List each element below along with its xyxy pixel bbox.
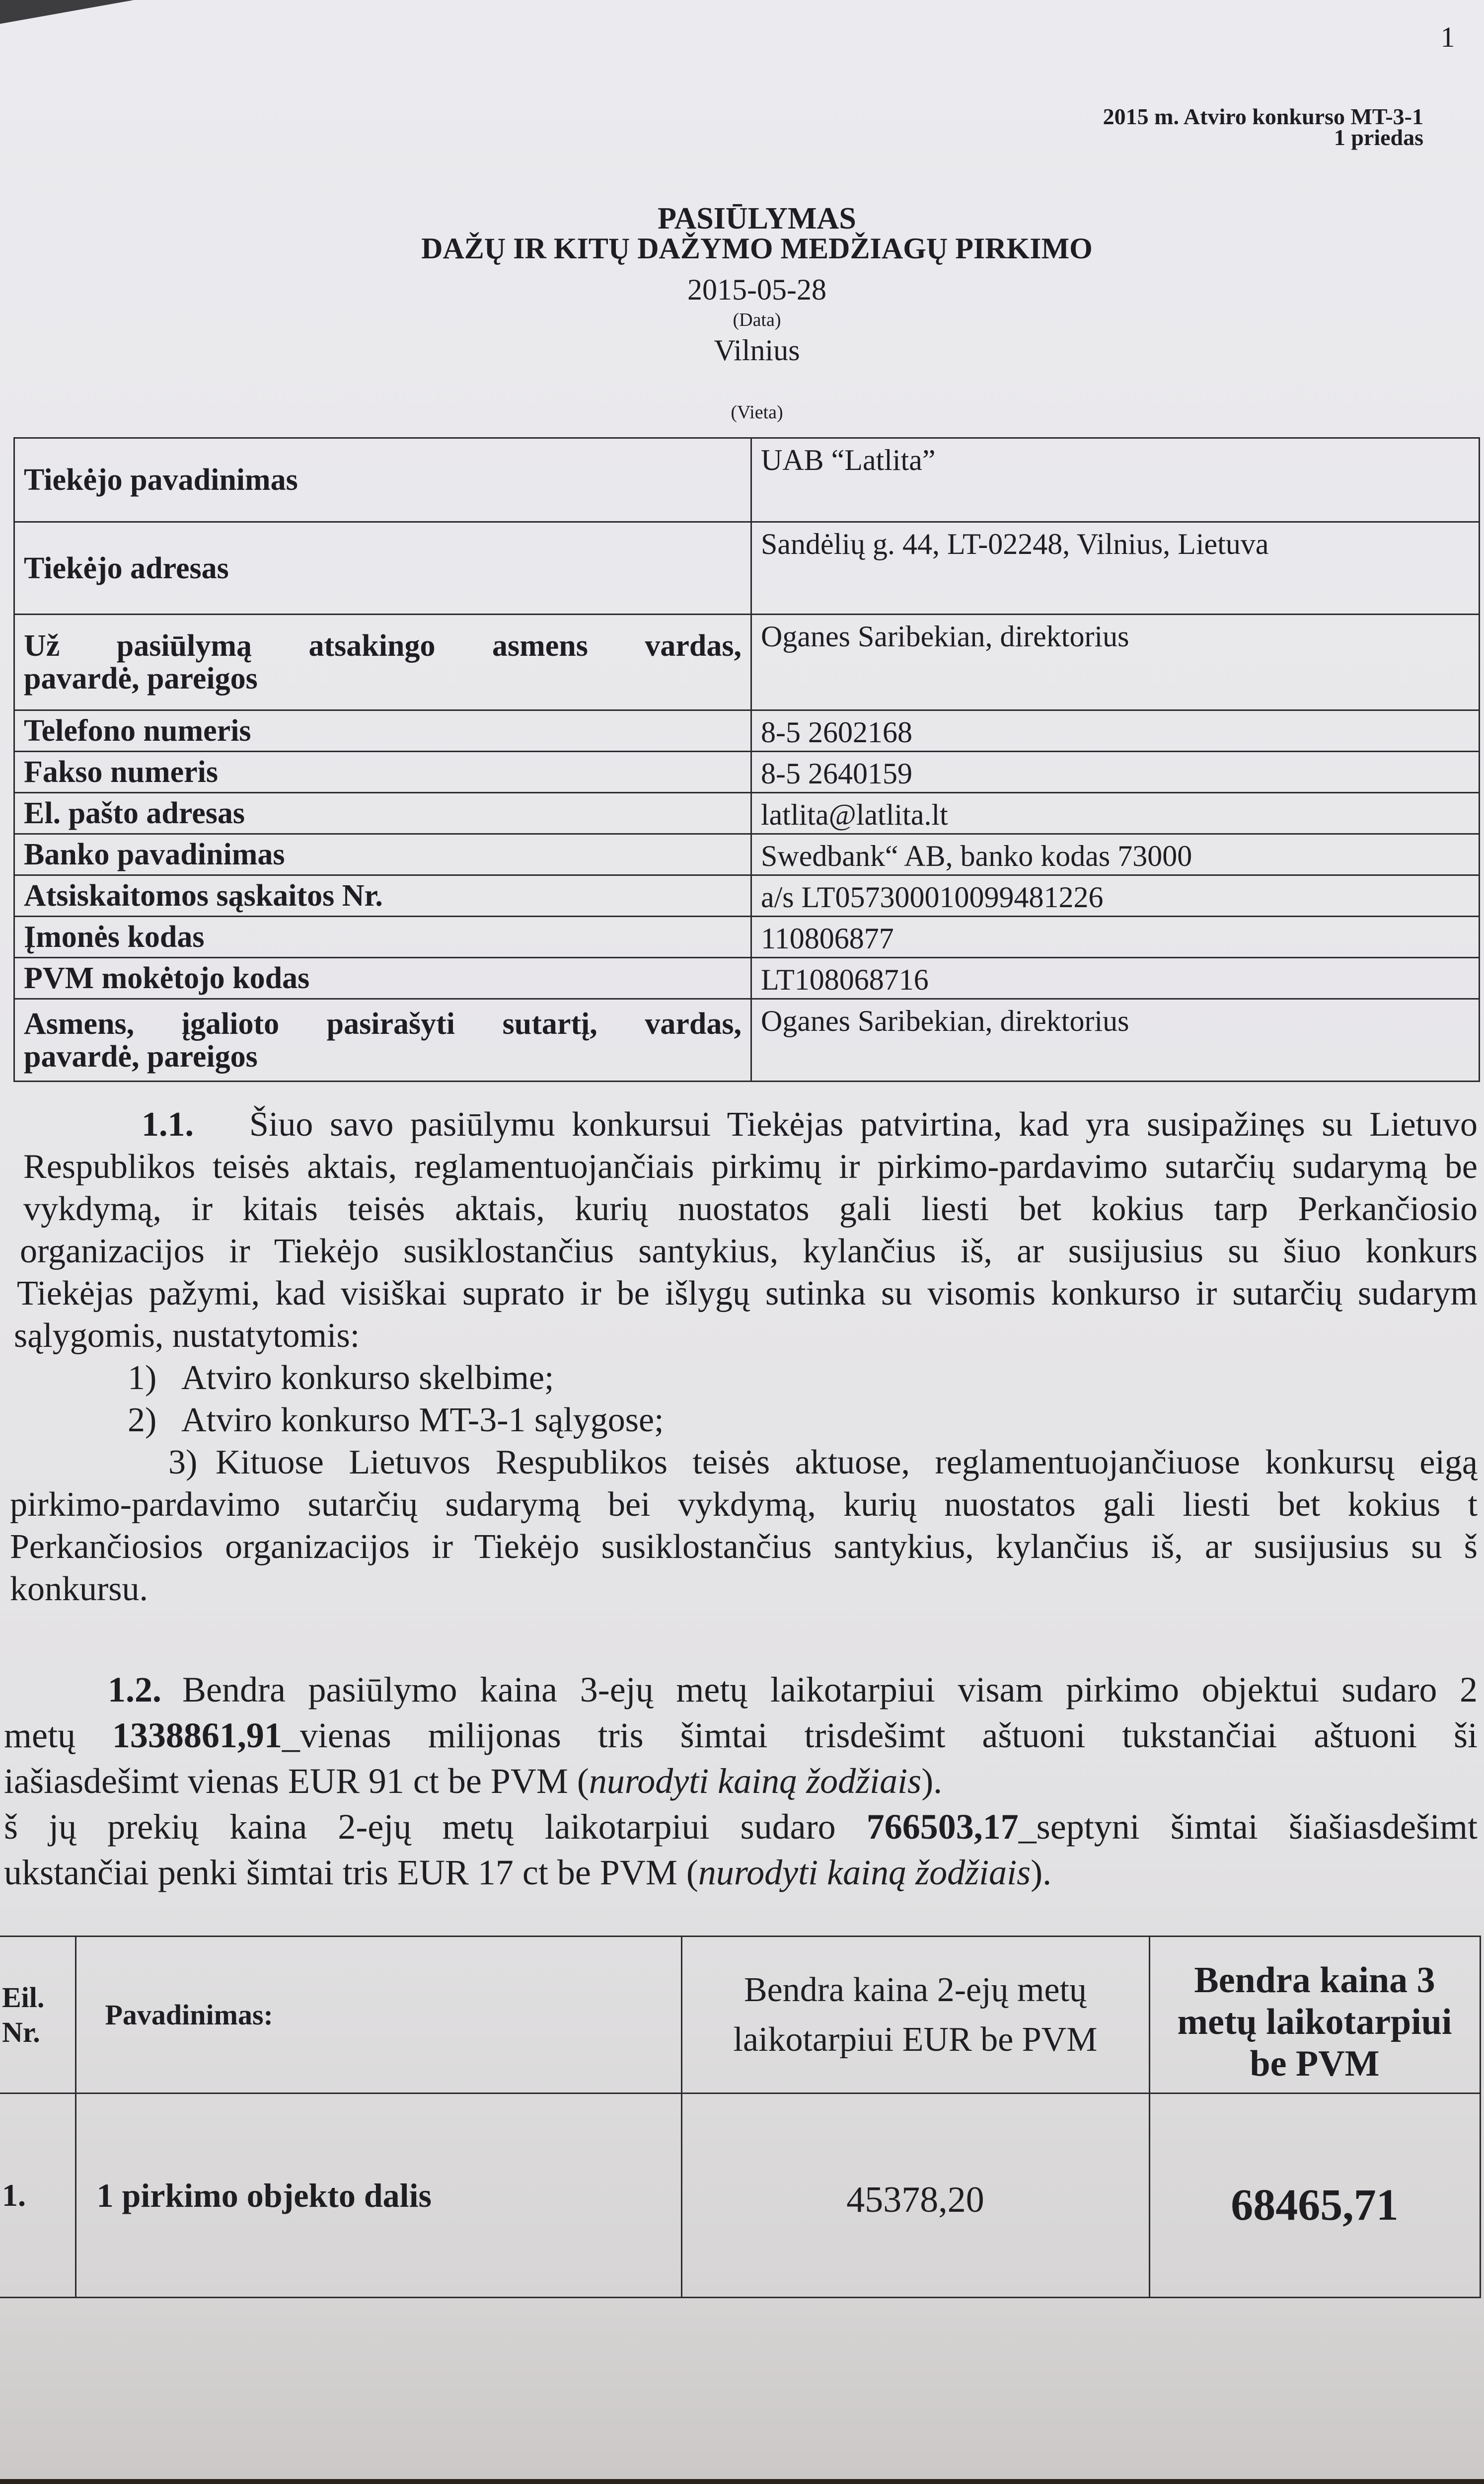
underlying-sheet-corner — [0, 0, 134, 24]
supplier-details-table — [13, 437, 1480, 1082]
table-row — [14, 438, 1480, 522]
clause-text: _vienas milijonas tris šimtai trisdešimt aštuoni tukstančiai aštuoni ši — [282, 1715, 1478, 1755]
clause-1-2 — [4, 1667, 1478, 1895]
total-price: 1338861,91 — [112, 1715, 282, 1755]
account-number-value: a/s LT057300010099481226 — [751, 875, 1480, 917]
phone-label: Telefono numeris — [14, 710, 751, 752]
responsible-person-value: Oganes Saribekian, direktorius — [751, 615, 1480, 710]
table-row — [14, 834, 1480, 875]
table-row — [14, 875, 1480, 917]
clause-text: ). — [1031, 1853, 1052, 1892]
table-row — [14, 615, 1480, 710]
header-line: metų laikotarpiui — [1177, 2002, 1452, 2042]
clause-line: Perkančiosios organizacijos ir Tiekėjo susiklostančius santykius, kylančius iš, ar susijusius su š — [10, 1528, 1478, 1566]
fax-label: Fakso numeris — [14, 752, 751, 793]
supplier-name-value: UAB “Latlita” — [751, 438, 1480, 522]
clause-text: metų — [4, 1715, 112, 1755]
header-line: Eil. — [2, 1981, 45, 2014]
clause-line — [4, 1804, 1478, 1850]
fax-value: 8-5 2640159 — [751, 752, 1480, 793]
email-value: latlita@latlita.lt — [751, 793, 1480, 834]
clause-line: sąlygomis, nustatytomis: — [14, 1317, 360, 1355]
clause-text: Šiuo savo pasiūlymu konkursui Tiekėjas patvirtina, kad yra susipažinęs su Lietuvo — [249, 1105, 1478, 1144]
column-header-number — [0, 1937, 75, 2094]
annex-number-line: 1 priedas — [1334, 125, 1423, 150]
clause-text: _septyni šimtai šiašiasdešimt — [1018, 1807, 1478, 1847]
label-line: pavardė, pareigos — [24, 662, 258, 696]
clause-line — [4, 1712, 1478, 1758]
document-date: 2015-05-28 — [687, 273, 826, 306]
signatory-label — [14, 999, 751, 1082]
label-line: Asmens, įgalioto pasirašyti sutartį, vardas, — [24, 1007, 742, 1041]
clause-line: Respublikos teisės aktais, reglamentuojančiais pirkimų ir pirkimo-pardavimo sutarčių sudarymą be — [23, 1148, 1478, 1186]
clause-line: konkursu. — [10, 1570, 148, 1608]
bank-name-label: Banko pavadinimas — [14, 834, 751, 875]
table-row — [14, 917, 1480, 958]
account-number-label: Atsiskaitomos sąskaitos Nr. — [14, 875, 751, 917]
list-item — [10, 1441, 1478, 1483]
item-name: 1 pirkimo objekto dalis — [75, 2094, 681, 2298]
column-header-name: Pavadinimas: — [75, 1937, 681, 2094]
price-table — [0, 1936, 1481, 2298]
phone-value: 8-5 2602168 — [751, 710, 1480, 752]
table-row — [14, 752, 1480, 793]
clause-1-2-first-line — [4, 1667, 1478, 1712]
clause-line: pirkimo-pardavimo sutarčių sudarymą bei vykdymą, kurių nuostatos gali liesti bet kokius t — [10, 1485, 1478, 1524]
column-header-price-2-years — [681, 1937, 1149, 2094]
email-label: El. pašto adresas — [14, 793, 751, 834]
vat-code-value: LT108068716 — [751, 958, 1480, 999]
table-row — [0, 2094, 1480, 2298]
list-marker: 3) — [168, 1443, 198, 1481]
instruction-note: nurodyti kainą žodžiais — [589, 1761, 922, 1801]
header-line: Nr. — [2, 2016, 40, 2048]
clause-text: š jų prekių kaina 2-ejų metų laikotarpiui sudaro — [4, 1807, 867, 1847]
clause-line: vykdymą, ir kitais teisės aktais, kurių nuostatos gali liesti bet kokius tarp Perkančiosio — [23, 1190, 1478, 1228]
instruction-note: nurodyti kainą žodžiais — [698, 1853, 1031, 1892]
price-2-years: 45378,20 — [681, 2094, 1149, 2298]
list-item — [10, 1399, 1478, 1441]
list-item — [10, 1357, 1478, 1399]
price-table-header-row — [0, 1937, 1480, 2094]
clause-line: Tiekėjas pažymi, kad visiškai suprato ir be išlygų sutinka su visomis konkurso ir sutarčių sudarym — [17, 1274, 1478, 1313]
goods-price: 766503,17 — [866, 1807, 1019, 1847]
list-item-text: Kituose Lietuvos Respublikos teisės aktuose, reglamentuojančiuose konkursų eigą — [216, 1443, 1478, 1481]
clause-text: ). — [921, 1761, 943, 1801]
supplier-address-value: Sandėlių g. 44, LT-02248, Vilnius, Lietuva — [751, 522, 1480, 615]
table-row — [14, 710, 1480, 752]
document-subtitle: DAŽŲ IR KITŲ DAŽYMO MEDŽIAGŲ PIRKIMO — [421, 232, 1093, 265]
clause-line — [4, 1758, 1478, 1804]
column-header-price-3-years — [1149, 1937, 1480, 2094]
table-row — [14, 793, 1480, 834]
clause-text: Bendra pasiūlymo kaina 3-ejų metų laikotarpiui visam pirkimo objektui sudaro 2 — [182, 1670, 1478, 1709]
header-line: Bendra kaina 3 — [1194, 1960, 1435, 2001]
annex-contest-line: 2015 m. Atviro konkurso MT-3-1 — [1103, 104, 1423, 129]
annex-reference — [1103, 106, 1423, 148]
list-marker: 2) — [128, 1401, 157, 1439]
responsible-person-label — [14, 615, 751, 710]
list-item-text: Atviro konkurso MT-3-1 sąlygose; — [181, 1401, 664, 1439]
clause-1-1-first-line — [10, 1103, 1478, 1146]
label-line: Už pasiūlymą atsakingo asmens vardas, — [24, 629, 742, 663]
company-code-label: Įmonės kodas — [14, 917, 751, 958]
vat-code-label: PVM mokėtojo kodas — [14, 958, 751, 999]
document-place: Vilnius — [714, 334, 800, 367]
header-line: Bendra kaina 2-ejų metų — [743, 1970, 1087, 2009]
table-row — [14, 958, 1480, 999]
signatory-value: Oganes Saribekian, direktorius — [751, 999, 1480, 1082]
row-number: 1. — [0, 2094, 75, 2298]
list-item-text: Atviro konkurso skelbime; — [181, 1359, 554, 1397]
list-marker: 1) — [128, 1359, 157, 1397]
clause-number: 1.2. — [108, 1670, 161, 1709]
desk-surface — [0, 2479, 1484, 2484]
price-3-years: 68465,71 — [1149, 2094, 1480, 2298]
clause-line: organizacijos ir Tiekėjo susiklostančius santykius, kylančius iš, ar susijusius su šiuo konkurs — [20, 1232, 1478, 1270]
header-line: be PVM — [1250, 2043, 1380, 2084]
place-caption: (Vieta) — [731, 402, 783, 423]
clause-text: iašiasdešimt vienas EUR 91 ct be PVM ( — [4, 1761, 589, 1801]
label-line: pavardė, pareigos — [24, 1039, 258, 1074]
table-row — [14, 522, 1480, 615]
clause-number: 1.1. — [142, 1105, 194, 1144]
bank-name-value: Swedbank“ AB, banko kodas 73000 — [751, 834, 1480, 875]
supplier-address-label: Tiekėjo adresas — [14, 522, 751, 615]
clause-line — [4, 1850, 1478, 1895]
table-row — [14, 999, 1480, 1082]
company-code-value: 110806877 — [751, 917, 1480, 958]
header-line: laikotarpiui EUR be PVM — [733, 2020, 1098, 2059]
supplier-name-label: Tiekėjo pavadinimas — [14, 438, 751, 522]
clause-text: ukstančiai penki šimtai tris EUR 17 ct be PVM ( — [4, 1853, 698, 1892]
page-number: 1 — [1440, 21, 1455, 53]
date-caption: (Data) — [733, 310, 781, 330]
clause-1-1 — [10, 1103, 1478, 1610]
document-title: PASIŪLYMAS — [658, 202, 856, 235]
